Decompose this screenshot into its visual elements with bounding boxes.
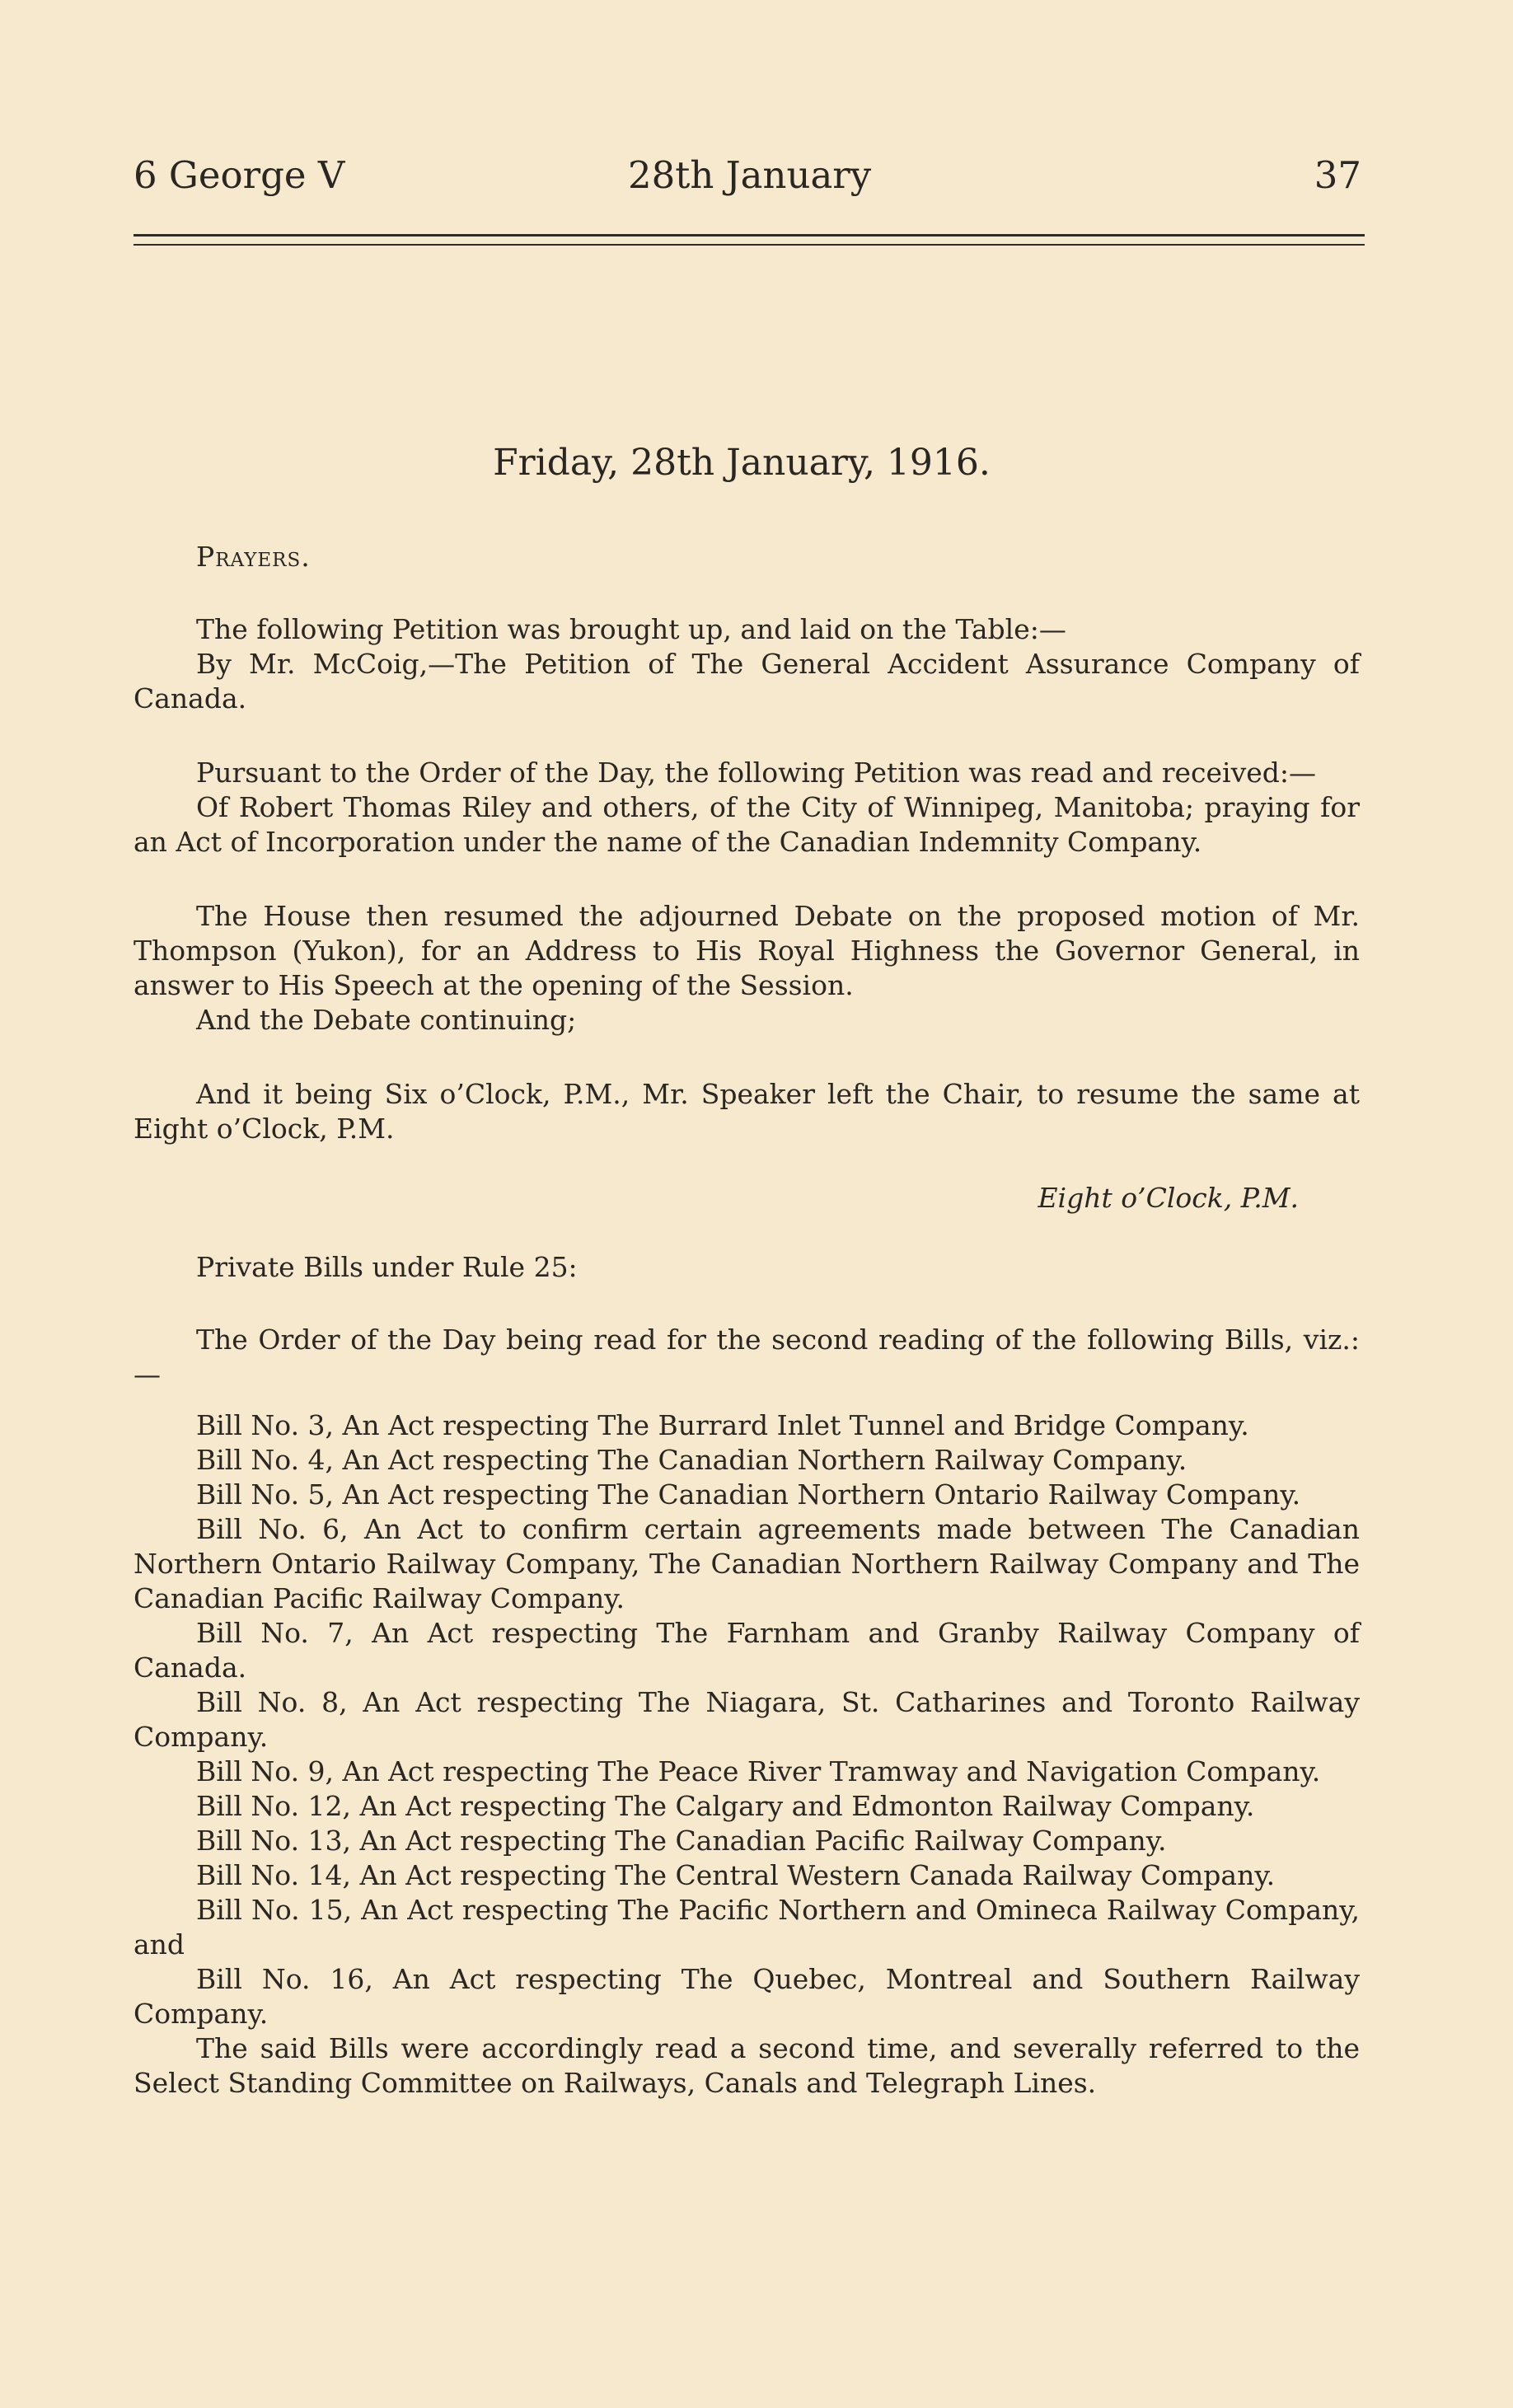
- time-heading: Eight o’Clock, P.M.: [1038, 1182, 1299, 1214]
- journal-body: [134, 540, 1360, 2101]
- page-number: 37: [1314, 153, 1361, 197]
- petition-paragraph: Of Robert Thomas Riley and others, of the City of Winnipeg, Manitoba; praying for an Act of Incorporation under the name of the Canadian Indemnity Company.: [134, 791, 1360, 858]
- debate-paragraph: And the Debate continuing;: [196, 1004, 577, 1036]
- bills-heading: Private Bills under Rule 25:: [196, 1251, 578, 1283]
- bill-item: Bill No. 3, An Act respecting The Burrard Inlet Tunnel and Bridge Company.: [196, 1409, 1249, 1441]
- petition-paragraph: By Mr. McCoig,—The Petition of The General Accident Assurance Company of Canada.: [134, 648, 1360, 714]
- bill-item: Bill No. 9, An Act respecting The Peace River Tramway and Navigation Company.: [196, 1755, 1321, 1787]
- bill-list: [134, 1408, 1360, 2031]
- bills-intro: The Order of the Day being read for the second reading of the following Bills, viz.:—: [134, 1323, 1360, 1390]
- header-rule-bottom: [134, 244, 1365, 246]
- bills-closing: The said Bills were accordingly read a second time, and severally referred to the Select Standing Committee on Railways, Canals and Telegraph Lines.: [134, 2032, 1360, 2099]
- bill-item: Bill No. 5, An Act respecting The Canadian Northern Ontario Railway Company.: [196, 1478, 1301, 1511]
- bill-item: Bill No. 7, An Act respecting The Farnham and Granby Railway Company of Canada.: [134, 1617, 1360, 1684]
- page-title: Friday, 28th January, 1916.: [493, 442, 991, 484]
- bill-item: Bill No. 14, An Act respecting The Central Western Canada Railway Company.: [196, 1859, 1276, 1891]
- debate-paragraph: And it being Six o’Clock, P.M., Mr. Speaker left the Chair, to resume the same at Eight o’Clock, P.M.: [134, 1078, 1360, 1145]
- bill-item: Bill No. 15, An Act respecting The Pacific Northern and Omineca Railway Company, and: [134, 1894, 1360, 1961]
- bill-item: Bill No. 13, An Act respecting The Canadian Pacific Railway Company.: [196, 1825, 1167, 1857]
- petition-paragraph: The following Petition was brought up, and laid on the Table:—: [196, 613, 1066, 645]
- debate-paragraph: The House then resumed the adjourned Debate on the proposed motion of Mr. Thompson (Yukon), for an Address to His Royal Highness the Governor General, in answer to His Speech at the opening of the Session.: [134, 900, 1360, 1001]
- bill-item: Bill No. 8, An Act respecting The Niagara, St. Catharines and Toronto Railway Company.: [134, 1686, 1360, 1753]
- prayers-heading: Prayers.: [196, 541, 311, 573]
- bill-item: Bill No. 16, An Act respecting The Quebec, Montreal and Southern Railway Company.: [134, 1963, 1360, 2030]
- header-rule-top: [134, 234, 1365, 237]
- running-header: [134, 153, 1361, 203]
- bill-item: Bill No. 6, An Act to confirm certain agreements made between The Canadian Northern Ontario Railway Company, The Canadian Northern Railway Company and The Canadian Pacific Railway Company.: [134, 1513, 1360, 1614]
- reign-label: 6 George V: [134, 153, 345, 197]
- bill-item: Bill No. 4, An Act respecting The Canadian Northern Railway Company.: [196, 1444, 1187, 1476]
- header-date: 28th January: [628, 153, 872, 197]
- bill-item: Bill No. 12, An Act respecting The Calgary and Edmonton Railway Company.: [196, 1790, 1255, 1822]
- petition-paragraph: Pursuant to the Order of the Day, the following Petition was read and received:—: [196, 757, 1316, 789]
